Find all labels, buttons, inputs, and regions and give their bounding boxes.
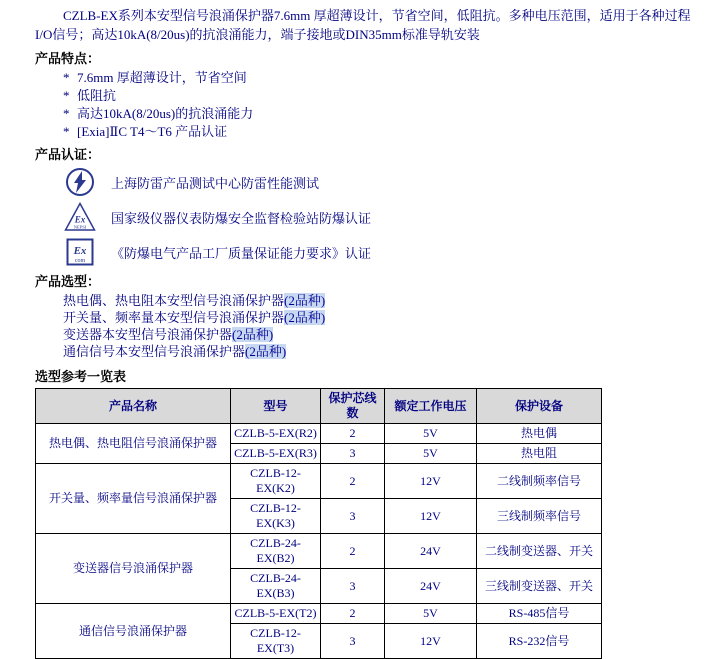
selection-table — [35, 388, 602, 659]
certification-text: 国家级仪器仪表防爆安全监督检验站防爆认证 — [111, 210, 372, 226]
feature-item — [63, 123, 697, 141]
feature-item — [63, 105, 697, 123]
device-cell: 三线制频率信号 — [477, 499, 602, 534]
table-row — [36, 604, 602, 624]
feature-text: [Exia]ⅡC T4～T6 产品认证 — [77, 124, 228, 139]
bullet-marker: * — [63, 70, 70, 85]
cores-cell: 2 — [321, 534, 385, 569]
cores-cell: 2 — [321, 424, 385, 444]
col-header-cores: 保护芯线数 — [321, 389, 385, 424]
bullet-marker: * — [63, 106, 70, 121]
model-cell: CZLB-24-EX(B2) — [231, 534, 321, 569]
table-row — [36, 464, 602, 499]
cores-cell: 2 — [321, 604, 385, 624]
device-cell: 热电阻 — [477, 444, 602, 464]
feature-list — [63, 69, 697, 141]
ex-com-logo-icon — [63, 238, 97, 266]
device-cell: 热电偶 — [477, 424, 602, 444]
lightning-test-logo-icon — [63, 167, 97, 197]
selection-text: 开关量、频率量本安型信号浪涌保护器 — [63, 310, 285, 325]
voltage-cell: 12V — [385, 499, 477, 534]
nepsi-ex-text: Ex — [74, 214, 86, 225]
voltage-cell: 5V — [385, 424, 477, 444]
col-header-product-name: 产品名称 — [36, 389, 231, 424]
col-header-device: 保护设备 — [477, 389, 602, 424]
voltage-cell: 5V — [385, 604, 477, 624]
product-type-link[interactable]: (2品种) — [284, 293, 326, 308]
selection-item — [63, 343, 697, 360]
cores-cell: 3 — [321, 624, 385, 659]
device-cell: 二线制变送器、开关 — [477, 534, 602, 569]
selection-item — [63, 309, 697, 326]
selection-item — [63, 326, 697, 343]
bullet-marker: * — [63, 124, 70, 139]
model-cell: CZLB-24-EX(B3) — [231, 569, 321, 604]
certifications-heading: 产品认证： — [35, 147, 101, 162]
table-title: 选型参考一览表 — [35, 369, 127, 384]
model-cell: CZLB-5-EX(R2) — [231, 424, 321, 444]
cores-cell: 3 — [321, 569, 385, 604]
certification-text: 《防爆电气产品工厂质量保证能力要求》认证 — [111, 245, 372, 261]
voltage-cell: 24V — [385, 534, 477, 569]
feature-item — [63, 87, 697, 105]
col-header-model: 型号 — [231, 389, 321, 424]
bullet-marker: * — [63, 88, 70, 103]
cores-cell: 3 — [321, 444, 385, 464]
device-cell: 二线制频率信号 — [477, 464, 602, 499]
intro-paragraph: CZLB-EX系列本安型信号浪涌保护器7.6mm 厚超薄设计，节省空间，低阻抗。多种电压范围，适用于各种过程I/O信号；高达10kA(8/20us)的抗浪涌能力，端子接地或DIN35mm标准导轨安装 — [35, 8, 691, 42]
selection-heading: 产品选型： — [35, 274, 101, 289]
product-type-link[interactable]: (2品种) — [284, 310, 326, 325]
voltage-cell: 5V — [385, 444, 477, 464]
selection-text: 热电偶、热电阻本安型信号浪涌保护器 — [63, 293, 285, 308]
nepsi-label-text: NEPSI — [73, 224, 87, 230]
selection-item — [63, 292, 697, 309]
model-cell: CZLB-12-EX(T3) — [231, 624, 321, 659]
product-group-name: 变送器信号浪涌保护器 — [36, 534, 231, 604]
ex-com-ex-text: Ex — [73, 245, 87, 257]
voltage-cell: 12V — [385, 624, 477, 659]
voltage-cell: 12V — [385, 464, 477, 499]
model-cell: CZLB-12-EX(K3) — [231, 499, 321, 534]
certification-item — [63, 236, 697, 268]
features-heading: 产品特点： — [35, 51, 101, 66]
product-group-name: 热电偶、热电阻信号浪涌保护器 — [36, 424, 231, 464]
model-cell: CZLB-12-EX(K2) — [231, 464, 321, 499]
product-type-link[interactable]: (2品种) — [232, 327, 274, 342]
device-cell: RS-485信号 — [477, 604, 602, 624]
cores-cell: 2 — [321, 464, 385, 499]
cores-cell: 3 — [321, 499, 385, 534]
feature-text: 7.6mm 厚超薄设计，节省空间 — [77, 70, 247, 85]
feature-text: 高达10kA(8/20us)的抗浪涌能力 — [77, 106, 254, 121]
model-cell: CZLB-5-EX(R3) — [231, 444, 321, 464]
nepsi-ex-logo-icon — [63, 202, 97, 232]
col-header-voltage: 额定工作电压 — [385, 389, 477, 424]
ex-com-sub-text: com — [74, 258, 86, 264]
voltage-cell: 24V — [385, 569, 477, 604]
certification-list — [63, 166, 697, 268]
certification-text: 上海防雷产品测试中心防雷性能测试 — [111, 175, 320, 191]
table-row — [36, 534, 602, 569]
selection-list — [63, 292, 697, 360]
product-group-name: 开关量、频率量信号浪涌保护器 — [36, 464, 231, 534]
selection-text: 通信信号本安型信号浪涌保护器 — [63, 344, 246, 359]
table-header-row — [36, 389, 602, 424]
selection-text: 变送器本安型信号浪涌保护器 — [63, 327, 233, 342]
device-cell: 三线制变送器、开关 — [477, 569, 602, 604]
model-cell: CZLB-5-EX(T2) — [231, 604, 321, 624]
product-type-link[interactable]: (2品种) — [245, 344, 287, 359]
device-cell: RS-232信号 — [477, 624, 602, 659]
feature-item — [63, 69, 697, 87]
product-group-name: 通信信号浪涌保护器 — [36, 604, 231, 659]
feature-text: 低阻抗 — [77, 88, 117, 103]
table-row — [36, 424, 602, 444]
certification-item — [63, 201, 697, 233]
certification-item — [63, 166, 697, 198]
